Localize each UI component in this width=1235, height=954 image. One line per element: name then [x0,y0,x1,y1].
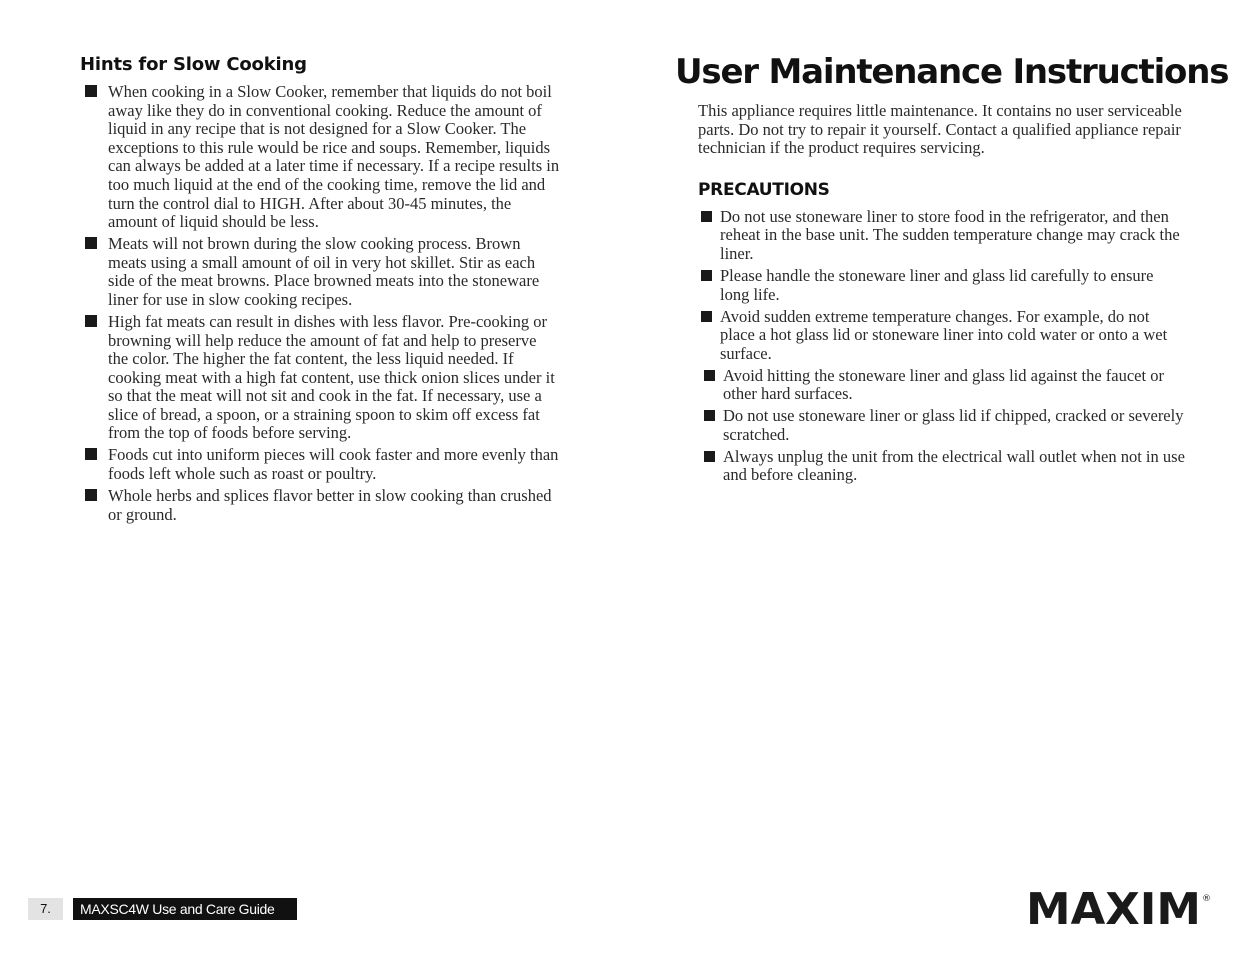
logo-wordmark: MAXIM [1026,890,1201,928]
precautions-list [675,208,1185,485]
bullet-square-icon [701,270,712,281]
hint-text: Foods cut into uniform pieces will cook faster and more evenly than foods left whole such as roast or poultry. [108,445,559,484]
precaution-text: Always unplug the unit from the electrical wall outlet when not in use and before cleaning. [723,446,1185,485]
bullet-square-icon [704,410,715,421]
list-item [704,448,1185,485]
list-item [85,235,560,309]
bullet-square-icon [85,315,97,327]
bullet-square-icon [85,237,97,249]
footer-guide-label: MAXSC4W Use and Care Guide [73,898,297,920]
hints-heading: Hints for Slow Cooking [80,54,307,75]
bullet-square-icon [85,489,97,501]
list-item [85,446,560,483]
hint-text: Whole herbs and splices flavor better in slow cooking than crushed or ground. [108,486,552,524]
hints-list [80,83,560,524]
list-item [701,308,1185,364]
maintenance-section [675,52,1229,488]
precaution-text: Do not use stoneware liner or glass lid if chipped, cracked or severely scratched. [723,406,1184,444]
list-item [701,267,1185,304]
hints-section [80,52,560,528]
hint-text: When cooking in a Slow Cooker, remember that liquids do not boil away like they do in conventional cooking. Reduce the amount of liquid in any recipe that is not designed for a Slow Cooker. The exceptions to this rule would be rice and soups. Remember, liquids can always be added at a later time if necessary. If a recipe results in too much liquid at the end of the cooking time, remove the lid and turn the control dial to HIGH. After about 30-45 minutes, the amount of liquid should be less. [108,82,560,232]
bullet-square-icon [704,451,715,462]
precaution-text: Avoid hitting the stoneware liner and glass lid against the faucet or other hard surfaces. [723,365,1164,404]
list-item [85,83,560,232]
bullet-square-icon [701,311,712,322]
list-item [704,407,1185,444]
precaution-text: Please handle the stoneware liner and glass lid carefully to ensure long life. [720,265,1154,304]
bullet-square-icon [85,85,97,97]
bullet-square-icon [701,211,712,222]
hint-text: High fat meats can result in dishes with less flavor. Pre-cooking or browning will help reduce the amount of fat and help to preserve the color. The higher the fat content, the less liquid needed. If cooking meat with a high fat content, use thick onion slices under it so that the meat will not sit and cook in the fat. If necessary, use a slice of bread, a spoon, or a straining spoon to skim off excess fat from the top of foods before serving. [108,311,555,443]
page-number: 7. [28,898,63,920]
bullet-square-icon [704,370,715,381]
maintenance-intro: This appliance requires little maintenance. It contains no user serviceable parts. Do not try to repair it yourself. Contact a qualified appliance repair technician if the product requires servicing. [698,101,1182,158]
precaution-text: Avoid sudden extreme temperature changes. For example, do not place a hot glass lid or stoneware liner into cold water or onto a wet surface. [720,306,1168,363]
list-item [85,313,560,443]
list-item [701,208,1185,264]
precaution-text: Do not use stoneware liner to store food in the refrigerator, and then reheat in the base unit. The sudden temperature change may crack the liner. [720,206,1180,263]
maxim-logo-icon [1026,890,1211,928]
bullet-square-icon [85,448,97,460]
precautions-heading: PRECAUTIONS [698,179,830,200]
registered-mark: ® [1202,894,1211,904]
list-item [704,367,1185,404]
list-item [85,487,560,524]
page-title: User Maintenance Instructions [675,52,1229,92]
hint-text: Meats will not brown during the slow cooking process. Brown meats using a small amount of oil in very hot skillet. Stir as each side of the meat browns. Place browned meats into the stoneware liner for use in slow cooking recipes. [108,234,540,309]
